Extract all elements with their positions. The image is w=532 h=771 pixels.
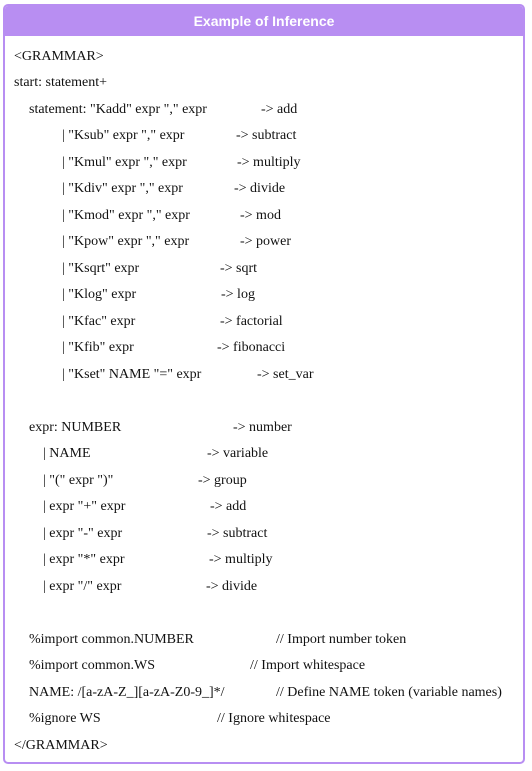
grammar-line: | "Kfac" expr [62,314,136,329]
grammar-line: | expr "+" expr [43,499,126,514]
grammar-line: | "Ksqrt" expr [62,261,140,276]
grammar-comment: // Import number token [276,632,407,647]
inference-example-card [3,4,525,764]
grammar-line: | "Kfib" expr [62,340,134,355]
grammar-line: %import common.NUMBER [29,632,194,647]
grammar-line: | NAME [43,446,91,461]
grammar-line: | "Kpow" expr "," expr [62,234,190,249]
grammar-rule-alias: -> divide [206,579,258,594]
card-title: Example of Inference [5,6,523,36]
grammar-comment: // Ignore whitespace [217,711,331,726]
grammar-rule-alias: -> mod [240,208,281,223]
grammar-line: | "(" expr ")" [43,473,114,488]
grammar-rule-alias: -> subtract [207,526,268,541]
grammar-rule-alias: -> group [198,473,247,488]
grammar-line: <GRAMMAR> [14,49,104,64]
grammar-line: %import common.WS [29,658,155,673]
grammar-rule-alias: -> set_var [257,367,314,382]
grammar-line: start: statement+ [14,75,108,90]
grammar-line: | expr "*" expr [43,552,125,567]
grammar-line: </GRAMMAR> [14,738,108,753]
grammar-rule-alias: -> multiply [237,155,301,170]
grammar-line: | "Kset" NAME "=" expr [62,367,202,382]
grammar-line: | "Ksub" expr "," expr [62,128,185,143]
grammar-line: | "Kmul" expr "," expr [62,155,187,170]
grammar-rule-alias: -> fibonacci [217,340,286,355]
grammar-line: | "Kdiv" expr "," expr [62,181,183,196]
grammar-rule-alias: -> number [233,420,292,435]
grammar-rule-alias: -> multiply [209,552,273,567]
grammar-rule-alias: -> log [221,287,255,302]
grammar-rule-alias: -> add [261,102,298,117]
grammar-rule-alias: -> factorial [220,314,283,329]
grammar-rule-alias: -> sqrt [220,261,258,276]
grammar-line: | expr "/" expr [43,579,122,594]
grammar-rule-alias: -> variable [207,446,269,461]
grammar-rule-alias: -> subtract [236,128,297,143]
grammar-rule-alias: -> add [210,499,247,514]
grammar-line: | "Kmod" expr "," expr [62,208,190,223]
grammar-line: | expr "-" expr [43,526,123,541]
grammar-line: expr: NUMBER [29,420,122,435]
grammar-comment: // Define NAME token (variable names) [276,685,502,700]
grammar-line: %ignore WS [29,711,101,726]
grammar-rule-alias: -> power [240,234,292,249]
grammar-line: statement: "Kadd" expr "," expr [29,102,207,117]
grammar-line: | "Klog" expr [62,287,137,302]
grammar-comment: // Import whitespace [250,658,366,673]
grammar-line: NAME: /[a-zA-Z_][a-zA-Z0-9_]*/ [29,685,225,700]
grammar-rule-alias: -> divide [234,181,286,196]
